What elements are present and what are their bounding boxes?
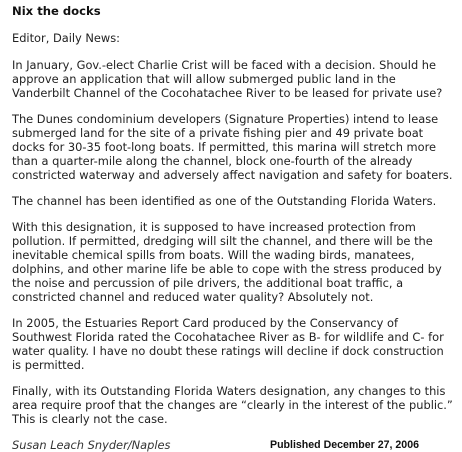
article-headline: Nix the docks [12,4,101,18]
published-date: Published December 27, 2006 [270,439,419,451]
article-footer [12,438,462,452]
paragraph: Finally, with its Outstanding Florida Waters designation, any changes to this area require proof that the changes are “clearly in the interest of the public.” This is clearly not the case. [12,384,453,426]
salutation: Editor, Daily News: [12,31,121,45]
paragraph: In January, Gov.-elect Charlie Crist will be faced with a decision. Should he approve an application that will allow submerged public land in the Vanderbilt Channel of the Cocohatachee River to be leased for private use? [12,58,443,100]
paragraph: The channel has been identified as one of the Outstanding Florida Waters. [12,194,437,208]
author-signature: Susan Leach Snyder/Naples [12,438,171,452]
paragraph: The Dunes condominium developers (Signature Properties) intend to lease submerged land for the site of a private fishing pier and 49 private boat docks for 30-35 foot-long boats. If permitted, this marina will stretch more than a quarter-mile along the channel, block one-fourth of the already constricted waterway and adversely affect navigation and safety for boaters. [12,112,453,182]
paragraph: With this designation, it is supposed to have increased protection from pollution. If permitted, dredging will silt the channel, and there will be the inevitable chemical spills from boats. Will the wading birds, manatees, dolphins, and other marine life be able to cope with the stress produced by the noise and percussion of pile drivers, the additional boat traffic, a constricted channel and reduced water quality? Absolutely not. [12,220,442,304]
paragraph: In 2005, the Estuaries Report Card produced by the Conservancy of Southwest Florida rated the Cocohatachee River as B- for wildlife and C- for water quality. I have no doubt these ratings will decline if dock construction is permitted. [12,316,444,372]
